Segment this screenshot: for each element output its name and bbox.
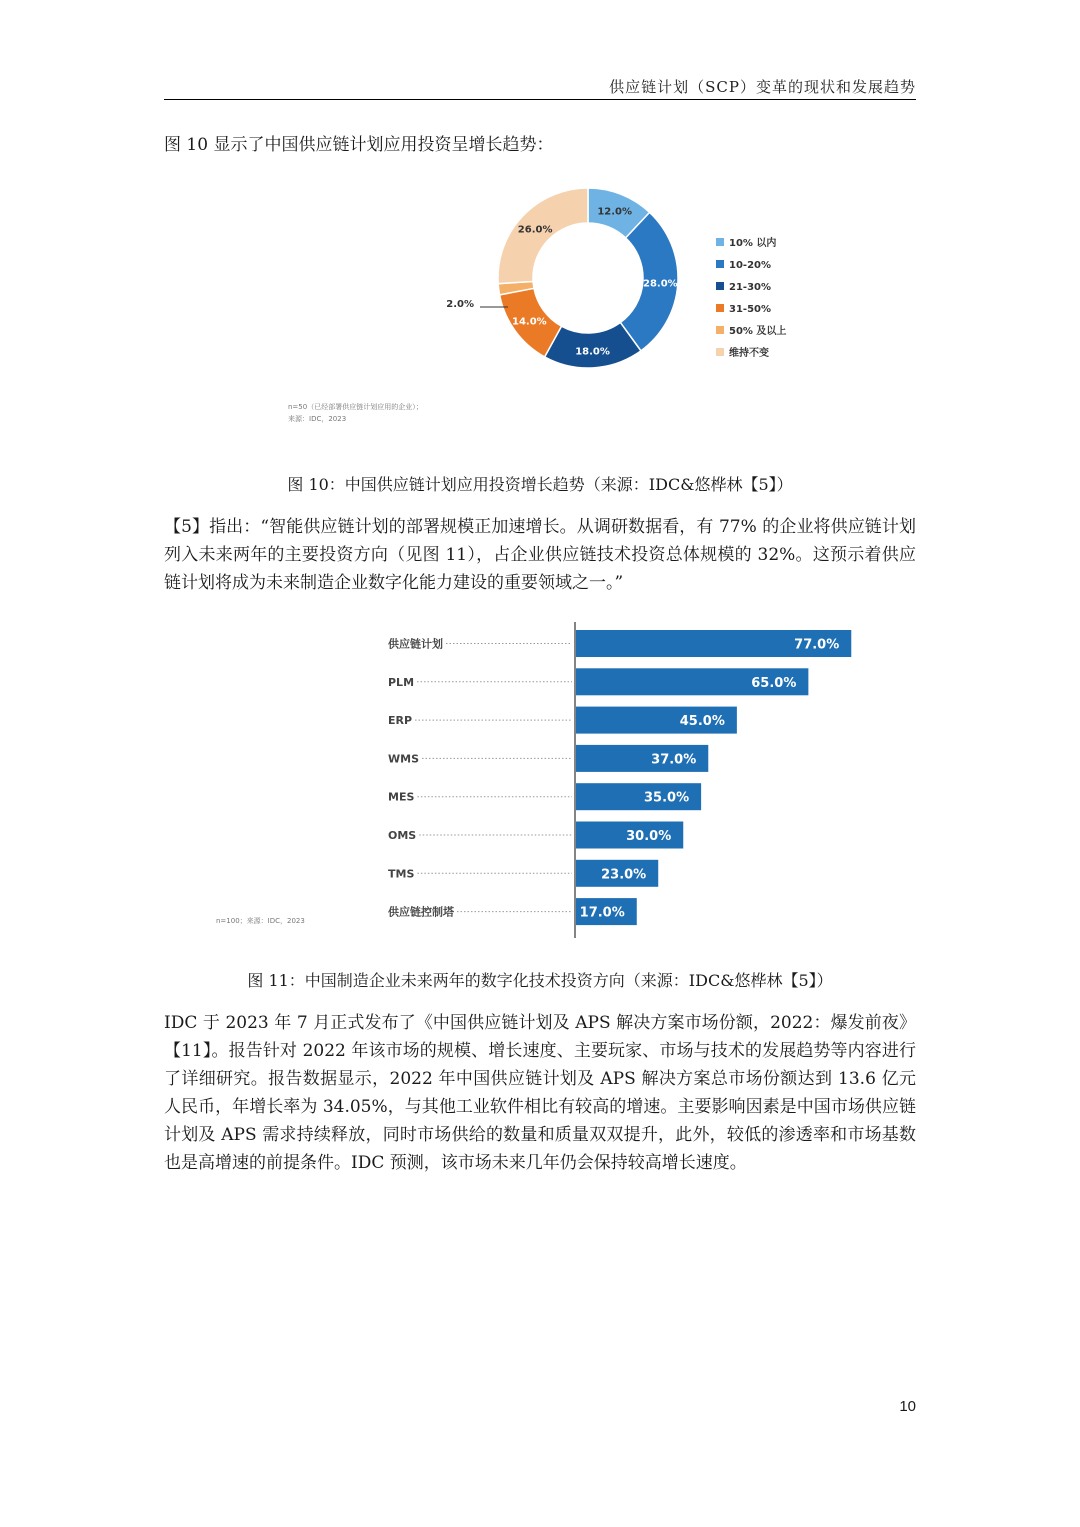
legend-label: 21-30%	[729, 282, 772, 293]
figure-11-caption: 图 11：中国制造企业未来两年的数字化技术投资方向（来源：IDC&悠桦林【5】）	[247, 971, 833, 990]
legend-swatch	[716, 260, 724, 268]
bar-category-label: TMS	[388, 867, 415, 881]
bar-value-label: 30.0%	[626, 829, 672, 844]
bar-category-label: 供应链控制塔	[388, 905, 454, 919]
bar-value-label: 23.0%	[601, 867, 647, 883]
legend-swatch	[716, 326, 724, 334]
figure-11-bar-chart	[212, 620, 888, 942]
legend-label: 31-50%	[729, 304, 772, 315]
donut-slice-label: 12.0%	[597, 206, 633, 218]
intro-paragraph: 图 10 显示了中国供应链计划应用投资呈增长趋势：	[164, 135, 554, 155]
bar-category-label: ERP	[388, 714, 413, 728]
page-header-title: 供应链计划（SCP）变革的现状和发展趋势	[609, 78, 916, 96]
figure-10-note-sample: n=50（已经部署供应链计划应用的企业）；	[288, 403, 423, 411]
donut-slice-label: 28.0%	[643, 278, 678, 290]
body-paragraph: IDC 于 2023 年 7 月正式发布了《中国供应链计划及 APS 解决方案市场份额，2022：爆发前夜》【11】。报告针对 2022 年该市场的规模、增长速度、主要玩家、市场与技术的发展趋势等内容进行了详细研究。报告数据显示，2022 年中国供应链计划及 APS 解决方案总市场份额达到 13.6 亿元人民币，年增长率为 34.05%，与其他工业软件相比有较高的增速。主要影响因素是中国市场供应链计划及 APS 需求持续释放，同时市场供给的数量和质量双双提升，此外，较低的渗透率和市场基数也是高增速的前提条件。IDC 预测，该市场未来几年仍会保持较高增长速度。	[164, 1013, 916, 1173]
bar-category-label: 供应链计划	[388, 637, 443, 651]
legend-swatch	[716, 304, 724, 312]
quote-paragraph: 【5】指出：“智能供应链计划的部署规模正加速增长。从调研数据看，有 77% 的企业将供应链计划列入未来两年的主要投资方向（见图 11），占企业供应链技术投资总体规模的 32%。这预示着供应链计划将成为未来制造企业数字化能力建设的重要领域之一。”	[164, 517, 916, 593]
legend-label: 50% 及以上	[729, 326, 787, 337]
donut-slice-label: 26.0%	[517, 224, 553, 236]
donut-slice-label: 2.0%	[446, 299, 474, 310]
bar-category-label: MES	[388, 790, 415, 804]
donut-slice-label: 14.0%	[511, 316, 547, 328]
bar-value-label: 37.0%	[651, 752, 697, 768]
bar-category-label: PLM	[388, 675, 415, 689]
header-divider	[164, 99, 916, 100]
bar-value-label: 77.0%	[794, 637, 840, 653]
donut-slice	[498, 188, 588, 284]
legend-swatch	[716, 348, 724, 356]
legend-swatch	[716, 238, 724, 246]
figure-11-note: n=100；来源：IDC，2023	[216, 917, 305, 925]
bar-value-label: 45.0%	[679, 714, 725, 730]
bar-value-label: 35.0%	[644, 790, 690, 806]
donut-slice-label: 18.0%	[575, 346, 610, 358]
legend-label: 10% 以内	[729, 238, 777, 249]
bar-category-label: OMS	[388, 829, 417, 842]
figure-10-note-source: 来源：IDC，2023	[288, 415, 347, 423]
legend-label: 维持不变	[729, 348, 769, 359]
legend-swatch	[716, 282, 724, 290]
bar-value-label: 17.0%	[579, 905, 625, 921]
figure-10-donut-chart	[274, 182, 814, 444]
page-number: 10	[899, 1398, 916, 1415]
figure-10-caption: 图 10：中国供应链计划应用投资增长趋势（来源：IDC&悠桦林【5】）	[287, 475, 793, 494]
bar-value-label: 65.0%	[751, 675, 797, 691]
bar-category-label: WMS	[388, 752, 420, 766]
legend-label: 10-20%	[729, 260, 772, 271]
